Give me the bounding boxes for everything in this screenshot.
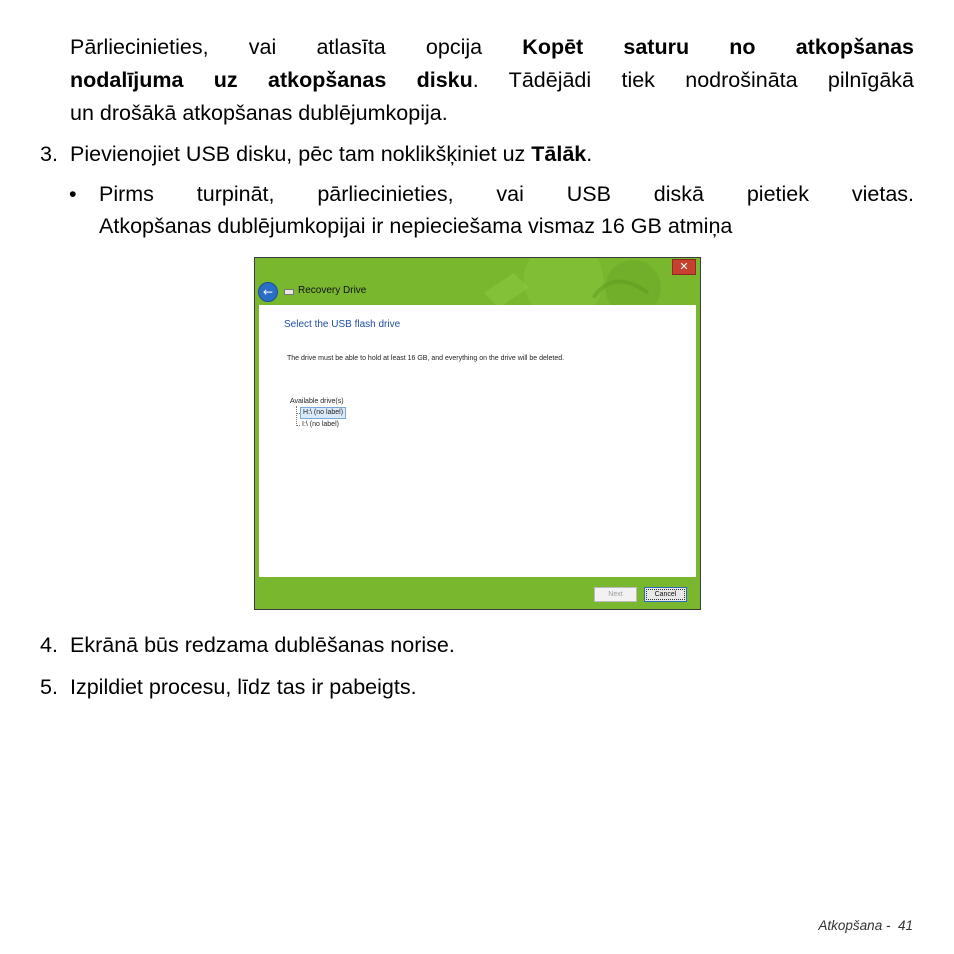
intro-line-2 bbox=[70, 62, 914, 98]
available-drives-label: Available drive(s) bbox=[290, 398, 344, 405]
drive-requirement-text: The drive must be able to hold at least 16 GB, and everything on the drive will be deleted. bbox=[287, 355, 565, 362]
bullet-line-2: Atkopšanas dublējumkopijai ir nepieciešama vismaz 16 GB atmiņa bbox=[99, 214, 733, 238]
drive-item-h[interactable]: H:\ (no label) bbox=[300, 407, 346, 419]
step-3-number: 3. bbox=[40, 142, 58, 166]
step-4-number: 4. bbox=[40, 633, 58, 657]
cancel-button[interactable]: Cancel bbox=[644, 587, 687, 602]
next-button[interactable]: Next bbox=[594, 587, 637, 602]
intro-line-3-text: un drošākā atkopšanas dublējumkopija. bbox=[70, 101, 448, 125]
intro-option-bold-2: nodalījuma uz atkopšanas disku bbox=[70, 68, 473, 92]
close-icon[interactable]: ✕ bbox=[672, 259, 696, 275]
tree-connector bbox=[296, 406, 297, 426]
footer-section: Atkopšana - bbox=[818, 918, 891, 933]
intro-option-bold-1: Kopēt saturu no atkopšanas bbox=[522, 35, 914, 59]
step-5-number: 5. bbox=[40, 675, 58, 699]
back-arrow-icon[interactable]: ← bbox=[258, 282, 278, 302]
step-4-text: Ekrānā būs redzama dublēšanas norise. bbox=[70, 633, 455, 657]
window-content bbox=[259, 305, 696, 577]
step-5-text: Izpildiet procesu, līdz tas ir pabeigts. bbox=[70, 675, 417, 699]
step-3-text bbox=[70, 136, 914, 172]
usb-drive-icon bbox=[284, 289, 294, 295]
bullet-line-1: Pirms turpināt, pārliecinieties, vai USB diskā pietiek vietas. bbox=[99, 182, 914, 206]
drive-item-i[interactable]: I:\ (no label) bbox=[302, 421, 339, 428]
recovery-drive-screenshot bbox=[254, 257, 701, 610]
intro-line-1 bbox=[70, 29, 914, 65]
intro-line-2-text: . Tādējādi tiek nodrošināta pilnīgākā bbox=[472, 68, 914, 92]
page-number: 41 bbox=[897, 918, 913, 933]
step-3-text-pre: Pievienojiet USB disku, pēc tam noklikšķiniet uz bbox=[70, 142, 532, 166]
window-button-bar bbox=[255, 580, 700, 609]
window-title: Recovery Drive bbox=[298, 285, 367, 296]
intro-line-1-text: Pārliecinieties, vai atlasīta opcija bbox=[70, 35, 523, 59]
tree-connector bbox=[296, 425, 300, 426]
intro-line-3 bbox=[70, 95, 914, 131]
page-footer bbox=[818, 918, 913, 933]
step-3-next-bold: Tālāk bbox=[531, 142, 587, 166]
bullet-symbol: • bbox=[69, 182, 77, 206]
step-3-text-post: . bbox=[586, 142, 593, 166]
page-heading: Select the USB flash drive bbox=[284, 319, 401, 330]
